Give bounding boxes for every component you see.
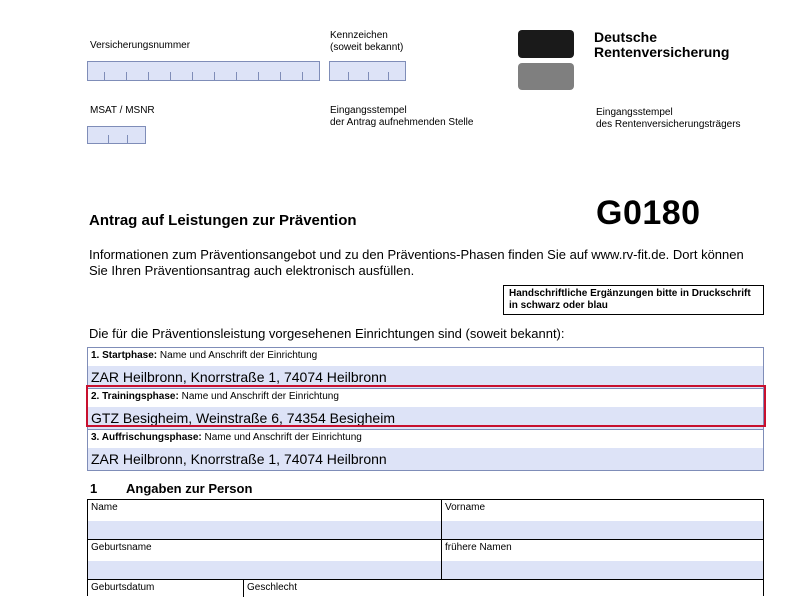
geburtsname-label: Geburtsname [91, 542, 152, 553]
kennzeichen-label: Kennzeichen (soweit bekannt) [330, 30, 404, 53]
geburtsdatum-cell [88, 580, 244, 597]
kennzeichen-field[interactable] [329, 61, 406, 81]
fruehere-namen-input[interactable] [442, 561, 763, 579]
phase-start-input[interactable]: ZAR Heilbronn, Knorrstraße 1, 74074 Heilbronn [88, 366, 763, 388]
msat-label: MSAT / MSNR [90, 105, 155, 116]
eingangsstempel-stelle-label: Eingangsstempel der Antrag aufnehmenden Stelle [330, 105, 474, 128]
fruehere-namen-label: frühere Namen [445, 542, 512, 553]
geschlecht-cell [244, 580, 763, 597]
geburtsname-cell [88, 540, 442, 580]
phase-auffrischung-input[interactable]: ZAR Heilbronn, Knorrstraße 1, 74074 Heilbronn [88, 448, 763, 470]
phase-label: 1. Startphase: Name und Anschrift der Einrichtung [91, 350, 318, 361]
phase-label: 2. Trainingsphase: Name und Anschrift der Einrichtung [91, 391, 339, 402]
phase-training-input[interactable]: GTZ Besigheim, Weinstraße 6, 74354 Besigheim [88, 407, 763, 429]
geschlecht-label: Geschlecht [247, 582, 298, 593]
geburtsname-input[interactable] [88, 561, 441, 579]
facilities-intro: Die für die Präventionsleistung vorgesehenen Einrichtungen sind (soweit bekannt): [89, 326, 565, 341]
info-text: Informationen zum Präventionsangebot und zu den Präventions-Phasen finden Sie auf www.rv-fit.de. Dort können Sie Ihren Präventionsantrag auch elektronisch ausfüllen. [89, 247, 744, 278]
versicherungsnummer-field[interactable] [87, 61, 320, 81]
fruehere-namen-cell [442, 540, 763, 580]
versicherungsnummer-label: Versicherungsnummer [90, 40, 191, 51]
person-grid [87, 499, 764, 596]
name-input[interactable] [88, 521, 441, 539]
eingangsstempel-traeger-label: Eingangsstempel des Rentenversicherungsträgers [596, 107, 741, 130]
phase-row-start [88, 348, 763, 389]
form-code: G0180 [596, 194, 701, 232]
vorname-input[interactable] [442, 521, 763, 539]
geburtsdatum-label: Geburtsdatum [91, 582, 155, 593]
phase-label: 3. Auffrischungsphase: Name und Anschrift der Einrichtung [91, 432, 362, 443]
section-title: Angaben zur Person [126, 481, 253, 496]
phase-row-auffrischung [88, 430, 763, 471]
form-title: Antrag auf Leistungen zur Prävention [89, 212, 357, 229]
vorname-cell [442, 500, 763, 540]
vorname-label: Vorname [445, 502, 486, 513]
handwriting-note: Handschriftliche Ergänzungen bitte in Druckschrift in schwarz oder blau [503, 285, 764, 315]
name-cell [88, 500, 442, 540]
msat-field[interactable] [87, 126, 146, 144]
section-number: 1 [90, 481, 98, 496]
drv-logo-text: Deutsche Rentenversicherung [594, 29, 730, 60]
name-label: Name [91, 502, 118, 513]
training-phase-highlight [86, 385, 766, 427]
